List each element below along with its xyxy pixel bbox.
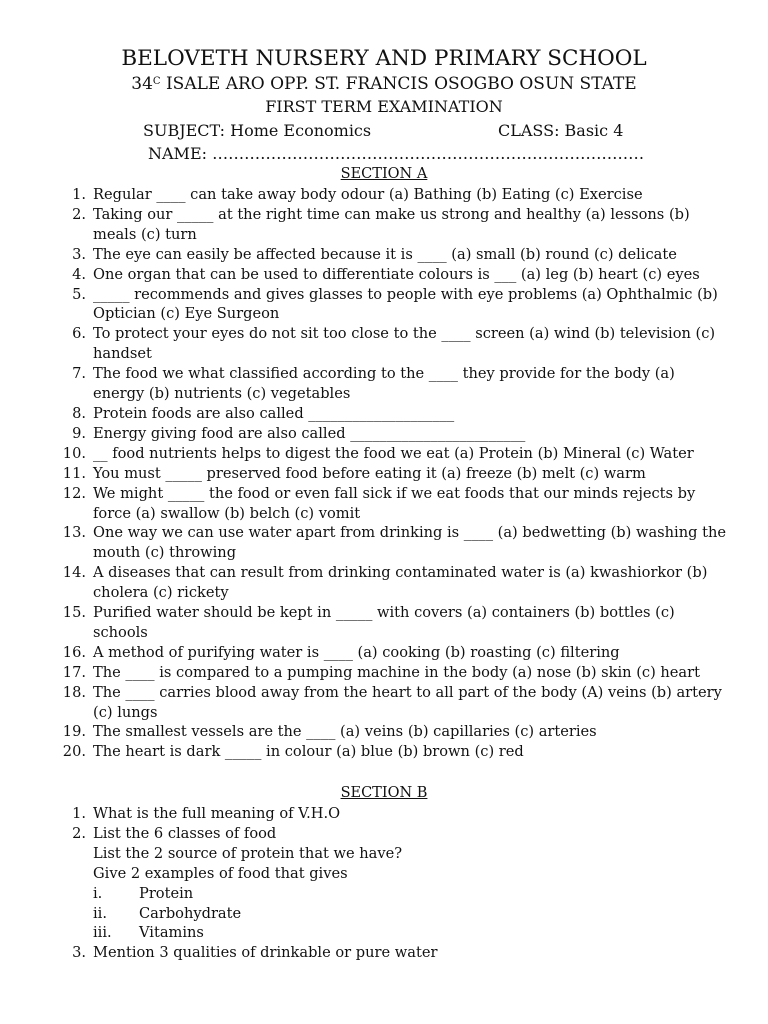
question-number: 5. bbox=[72, 285, 86, 303]
school-address bbox=[0, 73, 768, 95]
question-text: __ food nutrients helps to digest the food we eat (a) Protein (b) Mineral (c) Water bbox=[93, 444, 694, 462]
question-number: 3. bbox=[72, 944, 86, 962]
question-text: _____ recommends and gives glasses to people with eye problems (a) Ophthalmic (b) Optician (c) Eye Surgeon bbox=[93, 285, 718, 323]
question-number: 13. bbox=[62, 524, 86, 542]
roman-item bbox=[93, 884, 726, 904]
question-text: The heart is dark _____ in colour (a) blue (b) brown (c) red bbox=[93, 743, 524, 761]
section-a-questions bbox=[0, 185, 768, 762]
class-line: CLASS: Basic 4 bbox=[498, 121, 624, 140]
section-a-question bbox=[0, 663, 768, 683]
question-number: 16. bbox=[62, 643, 86, 661]
question-number: 1. bbox=[72, 805, 86, 822]
roman-item-text: Protein bbox=[139, 884, 194, 902]
address-text: ISALE ARO OPP. ST. FRANCIS OSOGBO OSUN STATE bbox=[160, 74, 637, 94]
question-text: Taking our _____ at the right time can make us strong and healthy (a) lessons (b) meals (c) turn bbox=[93, 205, 690, 243]
question-text: A diseases that can result from drinking contaminated water is (a) kwashiorkor (b) cholera (c) rickety bbox=[93, 564, 708, 602]
roman-numeral: ii. bbox=[93, 904, 107, 922]
question-subline: List the 2 source of protein that we have? bbox=[93, 844, 403, 862]
question-number: 4. bbox=[72, 265, 86, 283]
roman-item bbox=[93, 904, 726, 924]
section-b-question bbox=[0, 943, 768, 963]
section-a-question bbox=[0, 742, 768, 762]
section-a-question bbox=[0, 364, 768, 404]
section-b-questions bbox=[0, 804, 768, 963]
question-number: 11. bbox=[62, 464, 86, 482]
section-a-question bbox=[0, 683, 768, 723]
question-number: 8. bbox=[72, 404, 86, 422]
question-text: Regular ____ can take away body odour (a) Bathing (b) Eating (c) Exercise bbox=[93, 186, 643, 203]
section-a-question bbox=[0, 424, 768, 444]
section-b-question bbox=[0, 824, 768, 943]
subject-line: SUBJECT: Home Economics bbox=[143, 121, 372, 140]
question-number: 1. bbox=[72, 186, 86, 203]
section-a-question bbox=[0, 464, 768, 484]
question-number: 3. bbox=[72, 245, 86, 263]
question-text: To protect your eyes do not sit too close to the ____ screen (a) wind (b) television (c) handset bbox=[93, 325, 716, 363]
address-superscript: C bbox=[152, 76, 161, 87]
question-number: 15. bbox=[62, 604, 86, 622]
section-a-question bbox=[0, 603, 768, 643]
section-a-question bbox=[0, 444, 768, 464]
question-number: 12. bbox=[62, 484, 86, 502]
question-text: The smallest vessels are the ____ (a) veins (b) capillaries (c) arteries bbox=[93, 723, 597, 741]
section-a-title: SECTION A bbox=[340, 166, 428, 182]
question-subline: Give 2 examples of food that gives bbox=[93, 864, 348, 882]
question-number: 6. bbox=[72, 325, 86, 343]
section-a-question bbox=[0, 185, 768, 205]
section-a-question bbox=[0, 324, 768, 364]
question-number: 2. bbox=[72, 824, 86, 842]
question-number: 18. bbox=[62, 683, 86, 701]
question-text: One way we can use water apart from drinking is ____ (a) bedwetting (b) washing the mouth (c) throwing bbox=[93, 524, 726, 562]
section-a-question bbox=[0, 722, 768, 742]
school-name: BELOVETH NURSERY AND PRIMARY SCHOOL bbox=[121, 46, 647, 71]
section-a-question bbox=[0, 245, 768, 265]
question-text: We might _____ the food or even fall sick if we eat foods that our minds rejects by force (a) swallow (b) belch (c) vomit bbox=[93, 484, 696, 522]
question-number: 2. bbox=[72, 205, 86, 223]
question-number: 7. bbox=[72, 365, 86, 383]
exam-title: FIRST TERM EXAMINATION bbox=[265, 97, 503, 116]
roman-item-text: Carbohydrate bbox=[139, 904, 242, 922]
question-number: 9. bbox=[72, 424, 86, 442]
section-a-question bbox=[0, 285, 768, 325]
section-a-question bbox=[0, 643, 768, 663]
question-text: List the 6 classes of food bbox=[93, 824, 277, 842]
question-number: 20. bbox=[62, 743, 86, 761]
question-text: Mention 3 qualities of drinkable or pure water bbox=[93, 944, 438, 962]
question-text: Energy giving food are also called ________________________ bbox=[93, 424, 526, 442]
section-a-question bbox=[0, 563, 768, 603]
question-text: Purified water should be kept in _____ with covers (a) containers (b) bottles (c) schools bbox=[93, 604, 675, 641]
section-a-question bbox=[0, 523, 768, 563]
question-text: The ____ is compared to a pumping machine in the body (a) nose (b) skin (c) heart bbox=[93, 663, 700, 681]
question-number: 14. bbox=[62, 564, 86, 582]
section-b-question bbox=[0, 804, 768, 824]
section-b-title: SECTION B bbox=[340, 785, 428, 801]
name-line: NAME: ……………………………………………………………………… bbox=[148, 144, 645, 163]
question-text: A method of purifying water is ____ (a) cooking (b) roasting (c) filtering bbox=[93, 643, 620, 661]
section-a-question bbox=[0, 404, 768, 424]
question-text: The food we what classified according to the ____ they provide for the body (a) energy (b) nutrients (c) vegetables bbox=[93, 365, 675, 403]
section-a-question bbox=[0, 265, 768, 285]
question-text: The eye can easily be affected because it is ____ (a) small (b) round (c) delicate bbox=[93, 245, 677, 263]
roman-numeral: i. bbox=[93, 884, 103, 902]
question-text: What is the full meaning of V.H.O bbox=[93, 805, 341, 822]
question-text: Protein foods are also called ____________________ bbox=[93, 404, 455, 422]
question-text: One organ that can be used to differentiate colours is ___ (a) leg (b) heart (c) eyes bbox=[93, 265, 700, 283]
roman-numeral: iii. bbox=[93, 924, 112, 942]
roman-item bbox=[93, 923, 726, 943]
section-a-question bbox=[0, 484, 768, 524]
section-a-question bbox=[0, 205, 768, 245]
question-text: You must _____ preserved food before eating it (a) freeze (b) melt (c) warm bbox=[93, 464, 646, 482]
question-number: 10. bbox=[62, 444, 86, 462]
roman-item-text: Vitamins bbox=[139, 924, 204, 942]
question-number: 19. bbox=[62, 723, 86, 741]
address-number: 34 bbox=[131, 74, 153, 94]
question-text: The ____ carries blood away from the heart to all part of the body (A) veins (b) artery (c) lungs bbox=[93, 683, 722, 721]
question-number: 17. bbox=[62, 663, 86, 681]
